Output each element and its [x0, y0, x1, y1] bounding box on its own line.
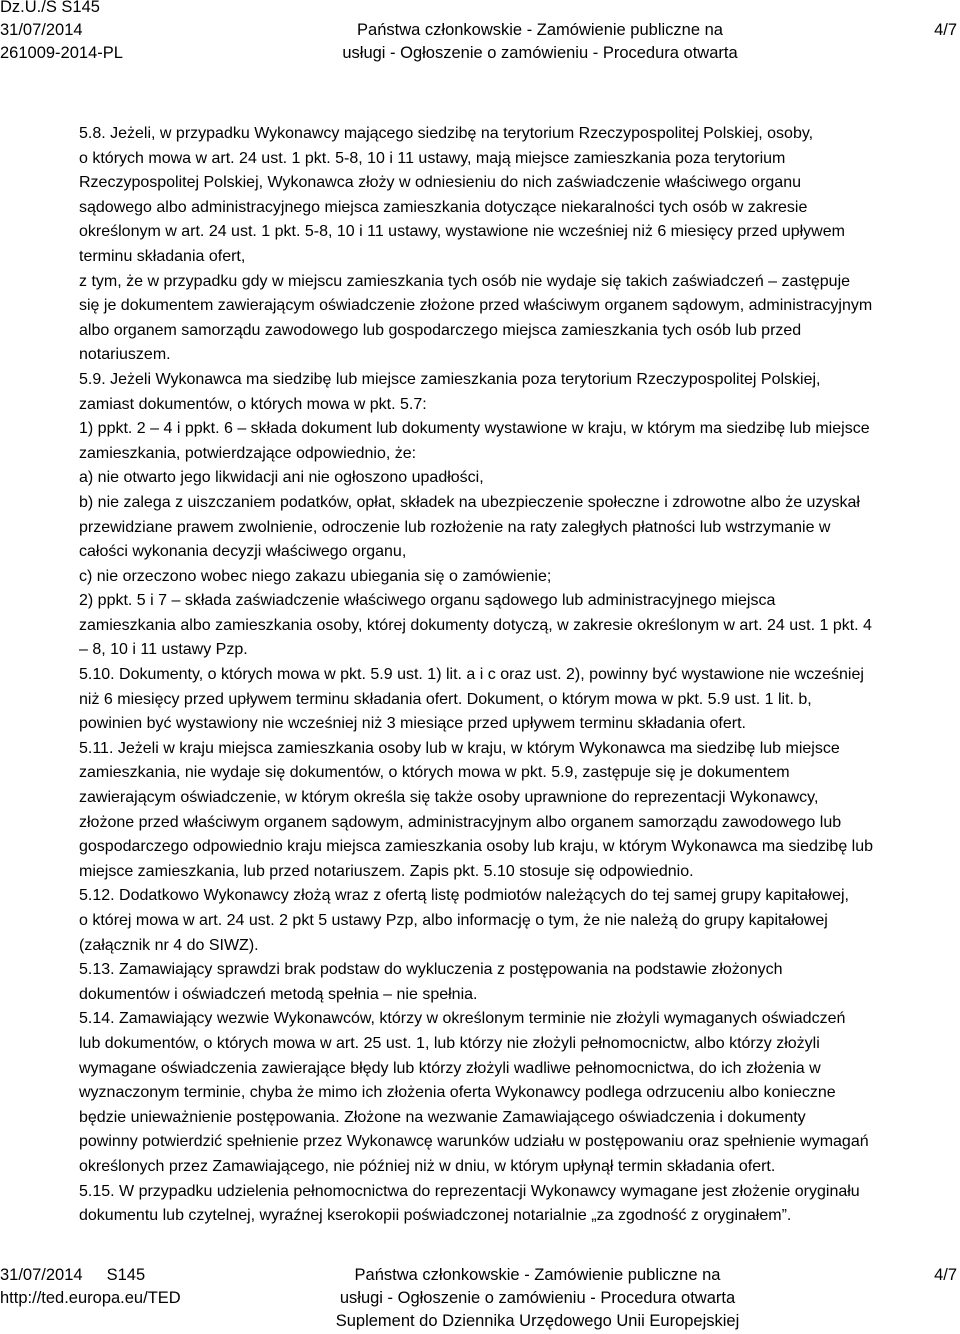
publication-date: 31/07/2014 — [0, 21, 83, 39]
body-line: zamieszkania, nie wydaje się dokumentów, o których mowa w pkt. 5.9, zastępuje się je dokumentem — [79, 764, 790, 782]
body-line: przewidziane prawem zwolnienie, odroczenie lub rozłożenie na raty zaległych płatności lub wstrzymanie w — [79, 518, 831, 536]
body-line: całości wykonania decyzji właściwego organu, — [79, 543, 407, 561]
body-line: określonych przez Zamawiającego, nie później niż w dniu, w którym upłynął termin składania ofert. — [79, 1157, 776, 1175]
body-line: niż 6 miesięcy przed upływem terminu składania ofert. Dokument, o którym mowa w pkt. 5.9 ust. 1 lit. b, — [79, 690, 812, 708]
body-line: 5.9. Jeżeli Wykonawca ma siedzibę lub miejsce zamieszkania poza terytorium Rzeczypospolitej Polskiej, — [79, 370, 821, 388]
body-line: wymagane oświadczenia zawierające błędy lub którzy złożyli wadliwe pełnomocnictwa, do ich złożenia w — [79, 1059, 821, 1077]
body-line: c) nie orzeczono wobec niego zakazu ubiegania się o zamówienie; — [79, 567, 552, 585]
body-line: 2) ppkt. 5 i 7 – składa zaświadczenie właściwego organu sądowego lub administracyjnego miejsca — [79, 592, 776, 610]
body-line: gospodarczego odpowiednio kraju miejsca zamieszkania osoby lub kraju, w którym Wykonawca ma siedzibę lub — [79, 838, 874, 856]
body-line: b) nie zalega z uiszczaniem podatków, opłat, składek na ubezpieczenie społeczne i zdrowotne albo że uzyskał — [79, 493, 860, 511]
body-line: złożone przed właściwym organem sądowym, administracyjnym albo organem samorządu zawodowego lub — [79, 813, 842, 831]
body-line: albo organem samorządu zawodowego lub gospodarczego miejsca zamieszkania tych osób lub przed — [79, 321, 802, 339]
body-line: lub dokumentów, o których mowa w art. 25 ust. 1, lub którzy nie złożyli pełnomocnictw, albo którzy złożyli — [79, 1034, 820, 1052]
body-line: dokumentów i oświadczeń metodą spełnia – nie spełnia. — [79, 985, 478, 1003]
body-line: terminu składania ofert, — [79, 247, 246, 265]
header-title — [330, 19, 750, 65]
body-line: 1) ppkt. 2 – 4 i ppkt. 6 – składa dokument lub dokumenty wystawione w kraju, w którym ma siedzibę lub miejsce — [79, 420, 870, 438]
body-line: – 8, 10 i 11 ustawy Pzp. — [79, 641, 248, 659]
body-line: zamiast dokumentów, o których mowa w pkt. 5.7: — [79, 395, 427, 413]
footer-page-number: 4/7 — [934, 1266, 957, 1284]
footer-title-line-2: usługi - Ogłoszenie o zamówieniu - Procedura otwarta — [339, 1289, 736, 1307]
header-title-line-2: usługi - Ogłoszenie o zamówieniu - Procedura otwarta — [342, 44, 738, 62]
footer-issue: S145 — [106, 1266, 146, 1284]
body-line: 5.12. Dodatkowo Wykonawcy złożą wraz z ofertą listę podmiotów należących do tej samej grupy kapitałowej, — [79, 887, 849, 905]
body-line: powinien być wystawiony nie wcześniej niż 3 miesiące przed upływem terminu składania ofert. — [79, 715, 746, 733]
body-line: z tym, że w przypadku gdy w miejscu zamieszkania tych osób nie wydaje się takich zaświadczeń – zastępuje — [79, 272, 851, 290]
body-line: zamieszkania, potwierdzające odpowiednio, że: — [79, 444, 417, 462]
body-line: a) nie otwarto jego likwidacji ani nie ogłoszono upadłości, — [79, 469, 484, 487]
body-line: 5.14. Zamawiający wezwie Wykonawców, którzy w określonym terminie nie złożyli wymaganych oświadczeń — [79, 1010, 846, 1028]
body-line: notariuszem. — [79, 346, 171, 364]
footer-date: 31/07/2014 — [0, 1266, 83, 1284]
header-page-number: 4/7 — [934, 21, 957, 39]
footer-title-line-3: Suplement do Dziennika Urzędowego Unii Europejskiej — [335, 1312, 740, 1330]
body-line: zawierającym oświadczenie, w którym określa się także osoby uprawnione do reprezentacji Wykonawcy, — [79, 789, 819, 807]
body-line: zamieszkania albo zamieszkania osoby, której dokumenty dotyczą, w zakresie określonym w art. 24 ust. 1 pkt. 4 — [79, 616, 872, 634]
footer-title — [300, 1264, 775, 1333]
body-line: sądowego albo administracyjnego miejsca zamieszkania dotyczące niekaralności tych osób w zakresie — [79, 198, 808, 216]
body-line: powinny potwierdzić spełnienie przez Wykonawcę warunków udziału w postępowaniu oraz spełnienie wymagań — [79, 1133, 869, 1151]
body-line: określonym w art. 24 ust. 1 pkt. 5-8, 10 i 11 ustawy, wystawione nie wcześniej niż 6 miesięcy przed upływem — [79, 223, 845, 241]
body-line: się je dokumentem zawierającym oświadczenie złożone przed właściwym organem sądowym, administracyjnym — [79, 297, 873, 315]
header-title-line-1: Państwa członkowskie - Zamówienie publiczne na — [357, 21, 723, 39]
notice-number: 261009-2014-PL — [0, 44, 123, 62]
body-line: o których mowa w art. 24 ust. 1 pkt. 5-8, 10 i 11 ustawy, mają miejsce zamieszkania poza terytorium — [79, 149, 786, 167]
body-line: 5.8. Jeżeli, w przypadku Wykonawcy mającego siedzibę na terytorium Rzeczypospolitej Polskiej, osoby, — [79, 125, 814, 142]
body-line: o której mowa w art. 24 ust. 2 pkt 5 ustawy Pzp, albo informację o tym, że nie należą do grupy kapitałowej — [79, 912, 828, 929]
body-line: dokumentu lub czytelnej, wyraźnej kserokopii poświadczonej notarialnie „za zgodność z oryginałem”. — [79, 1207, 792, 1225]
body-line: (załącznik nr 4 do SIWZ). — [79, 936, 259, 954]
body-line: będzie unieważnienie postępowania. Złożone na wezwanie Zamawiającego oświadczenia i dokumenty — [79, 1108, 806, 1126]
body-line: Rzeczypospolitej Polskiej, Wykonawca złoży w odniesieniu do nich zaświadczenie właściwego organu — [79, 174, 801, 192]
body-line: wyznaczonym terminie, chyba że mimo ich złożenia oferta Wykonawcy podlega odrzuceniu albo konieczne — [79, 1084, 836, 1102]
footer-reference — [0, 1264, 181, 1310]
body-line: 5.10. Dokumenty, o których mowa w pkt. 5.9 ust. 1) lit. a i c oraz ust. 2), powinny być wystawione nie wcześniej — [79, 666, 864, 684]
body-line: miejsce zamieszkania, lub przed notariuszem. Zapis pkt. 5.10 stosuje się odpowiednio. — [79, 862, 694, 880]
body-line: 5.15. W przypadku udzielenia pełnomocnictwa do reprezentacji Wykonawcy wymagane jest złożenie oryginału — [79, 1182, 860, 1200]
notice-body — [79, 122, 959, 1229]
footer-url[interactable]: http://ted.europa.eu/TED — [0, 1289, 181, 1307]
journal-reference: Dz.U./S S145 — [0, 0, 100, 16]
body-line: 5.13. Zamawiający sprawdzi brak podstaw do wykluczenia z postępowania na podstawie złożonych — [79, 961, 783, 979]
header-reference — [0, 0, 123, 65]
footer-date-issue — [0, 1264, 181, 1287]
footer-title-line-1: Państwa członkowskie - Zamówienie publiczne na — [354, 1266, 721, 1284]
body-line: 5.11. Jeżeli w kraju miejsca zamieszkania osoby lub w kraju, w którym Wykonawca ma siedzibę lub miejsce — [79, 739, 840, 757]
